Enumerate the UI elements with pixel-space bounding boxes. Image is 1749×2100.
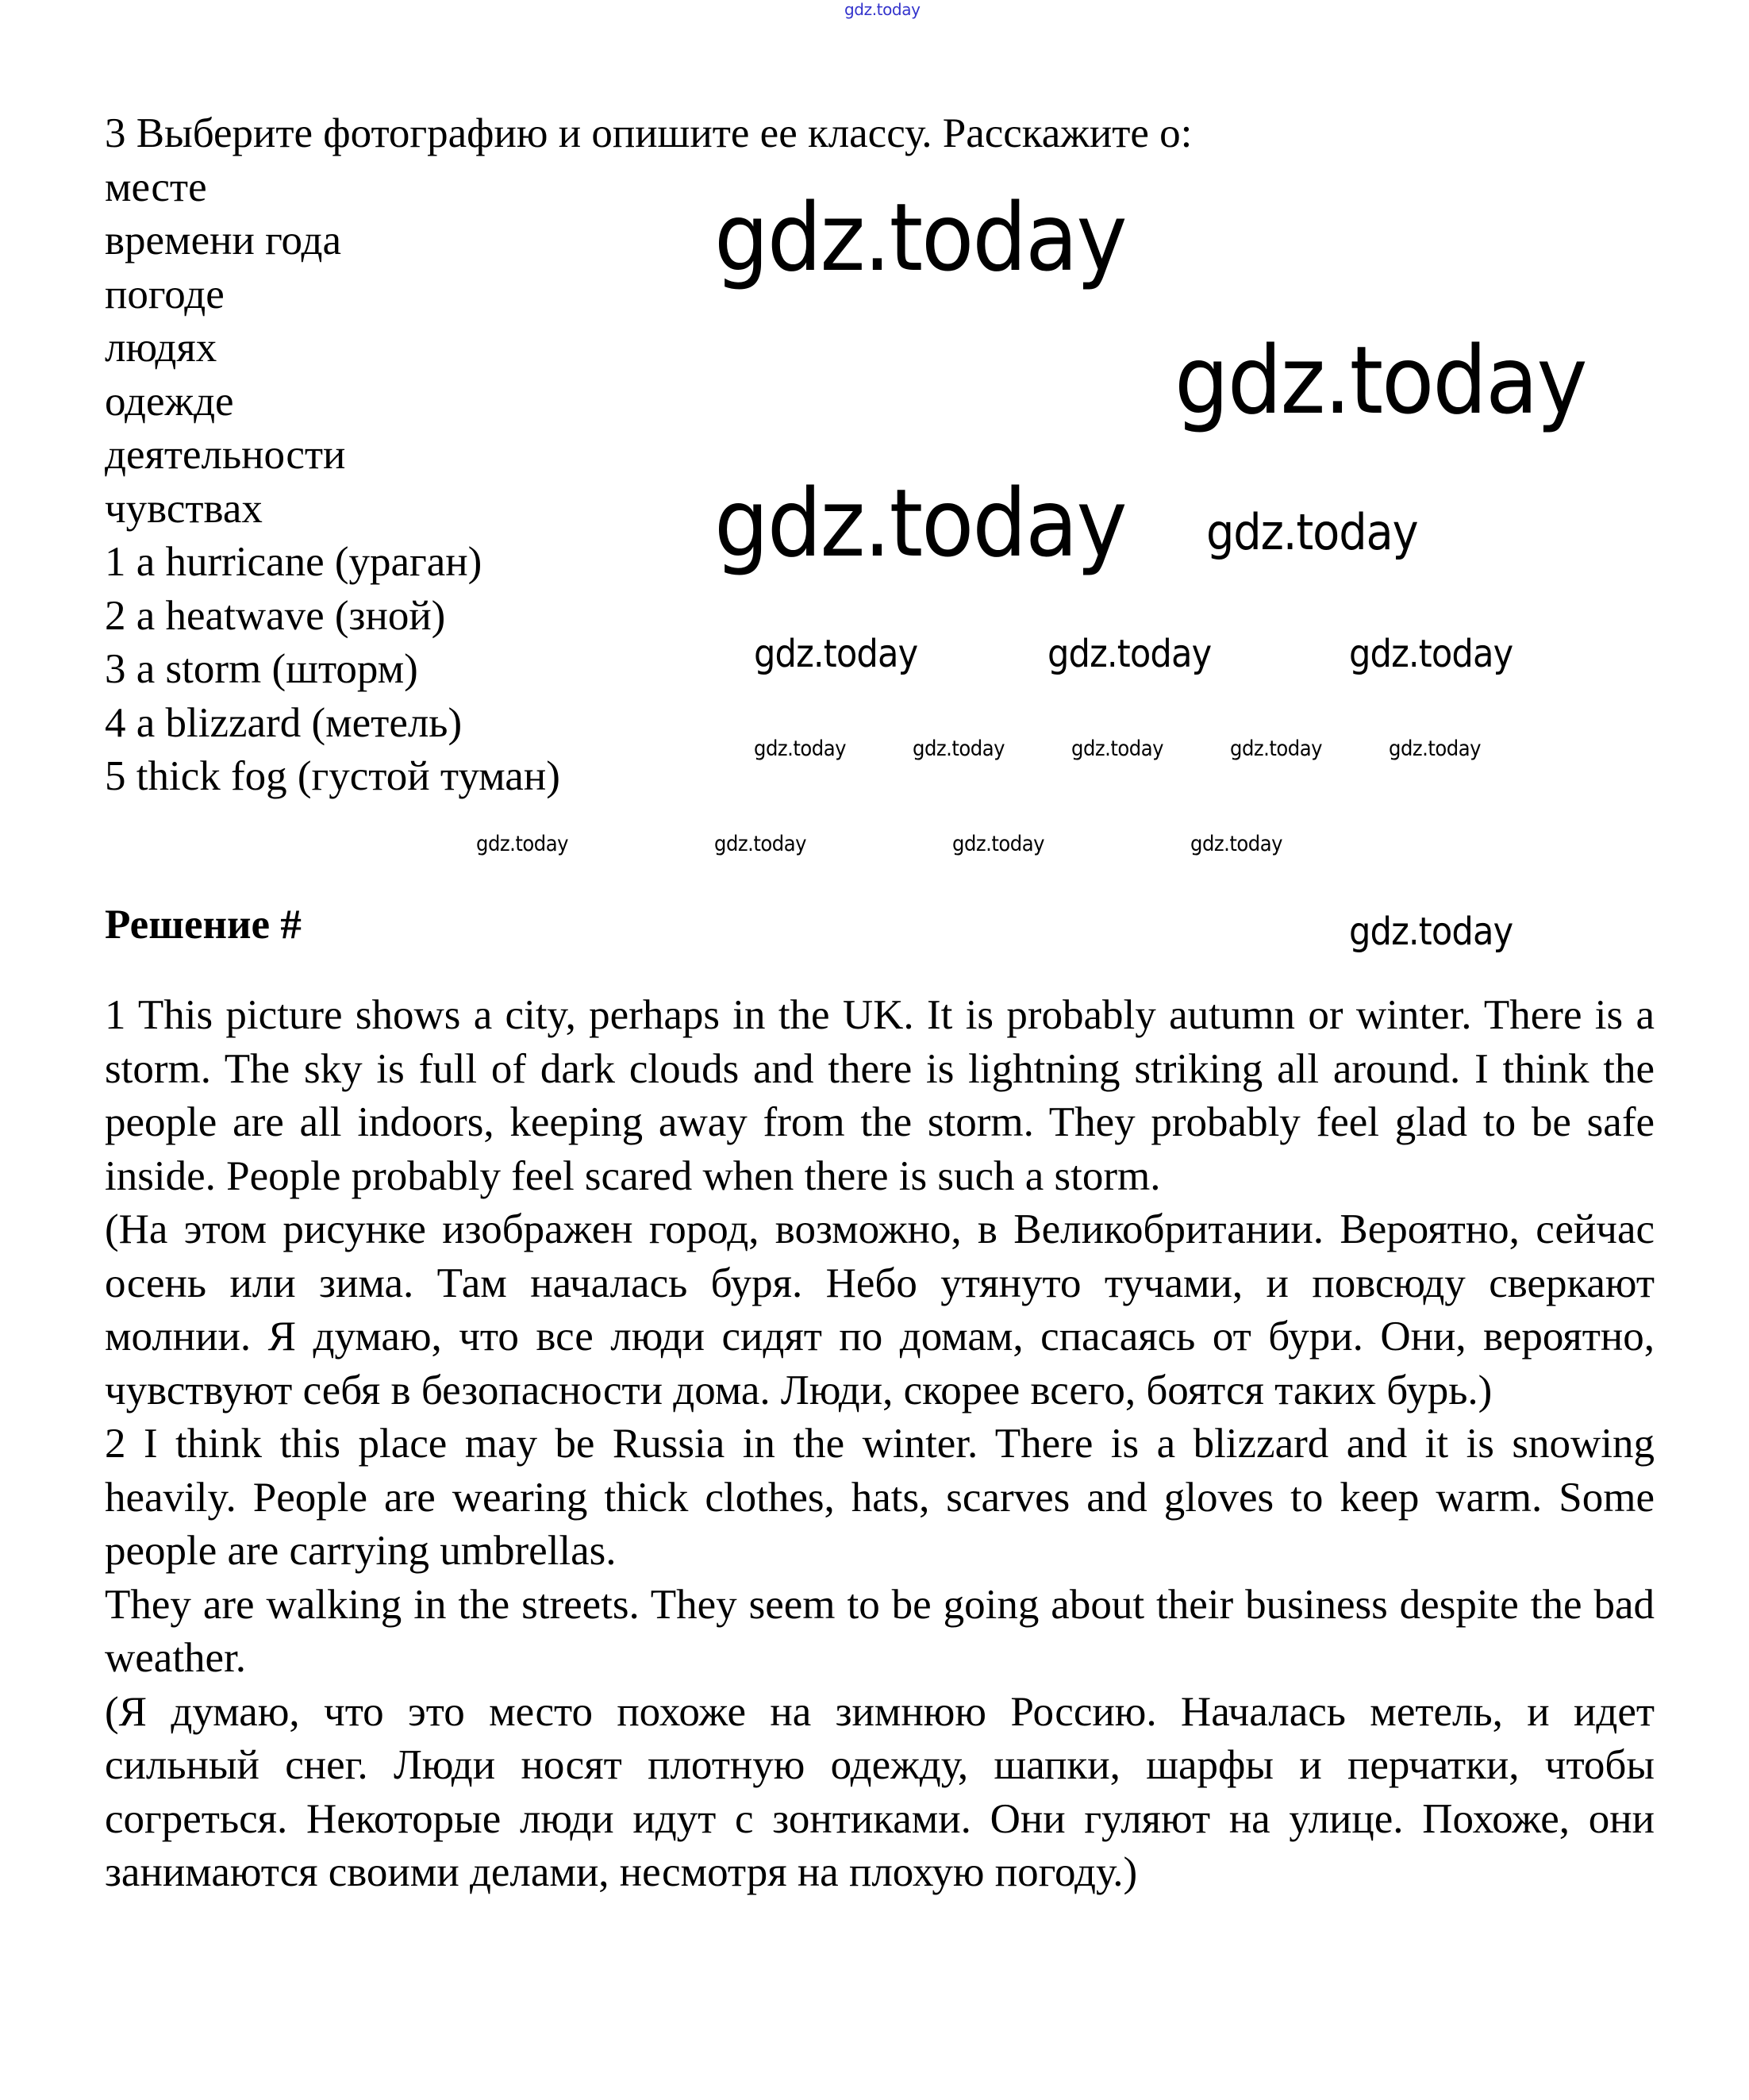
answer-paragraph: 2 I think this place may be Russia in the winter. There is a blizzard and it is snowing heavily. People are wearing thick clothes, hats, scarves and gloves to keep warm. Some people are carrying umbrellas. [105, 1421, 1655, 1574]
watermark: gdz.today [1174, 325, 1586, 435]
watermark: gdz.today [476, 832, 569, 856]
watermark: gdz.today [714, 468, 1126, 578]
watermark: gdz.today [1230, 737, 1323, 761]
weather-item: 3 a storm (шторм) [105, 646, 418, 692]
watermark: gdz.today [1190, 832, 1283, 856]
topic-item: месте [105, 163, 207, 210]
watermark-top: gdz.today [844, 0, 921, 19]
translation-paragraph: (На этом рисунке изображен город, возможно, в Великобритании. Вероятно, сейчас осень или зима. Там началась буря. Небо утянуто тучами, и повсюду сверкают молнии. Я думаю, что все люди сидят по домам, спасаясь от бури. Они, вероятно, чувствуют себя в безопасности дома. Люди, скорее всего, боятся таких бурь.) [105, 1206, 1655, 1413]
watermark: gdz.today [754, 632, 918, 676]
watermark: gdz.today [913, 737, 1005, 761]
translation-paragraph: (Я думаю, что это место похоже на зимнюю Россию. Началась метель, и идет сильный снег. Люди носят плотную одежду, шапки, шарфы и перчатки, чтобы согреться. Некоторые люди идут с зонтиками. Они гуляют на улице. Похоже, они занимаются своими делами, несмотря на плохую погоду.) [105, 1688, 1655, 1895]
weather-item: 2 a heatwave (зной) [105, 592, 446, 639]
solution-heading: Решение # [105, 902, 302, 948]
weather-item: 1 a hurricane (ураган) [105, 539, 482, 585]
topic-item: времени года [105, 217, 341, 263]
weather-item: 4 a blizzard (метель) [105, 699, 463, 746]
topic-item: погоде [105, 271, 225, 317]
topic-item: людях [105, 325, 217, 371]
solution-body [105, 989, 1655, 1900]
watermark: gdz.today [714, 832, 807, 856]
weather-item: 5 thick fog (густой туман) [105, 753, 560, 799]
topic-item: одежде [105, 378, 234, 425]
watermark: gdz.today [1071, 737, 1164, 761]
watermark: gdz.today [1389, 737, 1482, 761]
topic-item: деятельности [105, 432, 346, 478]
watermark: gdz.today [754, 737, 847, 761]
watermark: gdz.today [714, 183, 1126, 292]
topic-item: чувствах [105, 485, 263, 532]
watermark: gdz.today [1206, 503, 1418, 561]
watermark: gdz.today [1047, 632, 1212, 676]
task-title: 3 Выберите фотографию и опишите ее классу. Расскажите о: [105, 110, 1193, 156]
answer-paragraph: 1 This picture shows a city, perhaps in the UK. It is probably autumn or winter. There is a storm. The sky is full of dark clouds and there is lightning striking all around. I think the people are all indoors, keeping away from the storm. They probably feel glad to be safe inside. People probably feel scared when there is such a storm. [105, 992, 1655, 1199]
watermark: gdz.today [952, 832, 1045, 856]
watermark: gdz.today [1349, 910, 1513, 954]
answer-paragraph: They are walking in the streets. They seem to be going about their business despite the bad weather. [105, 1581, 1655, 1681]
watermark: gdz.today [1349, 632, 1513, 676]
